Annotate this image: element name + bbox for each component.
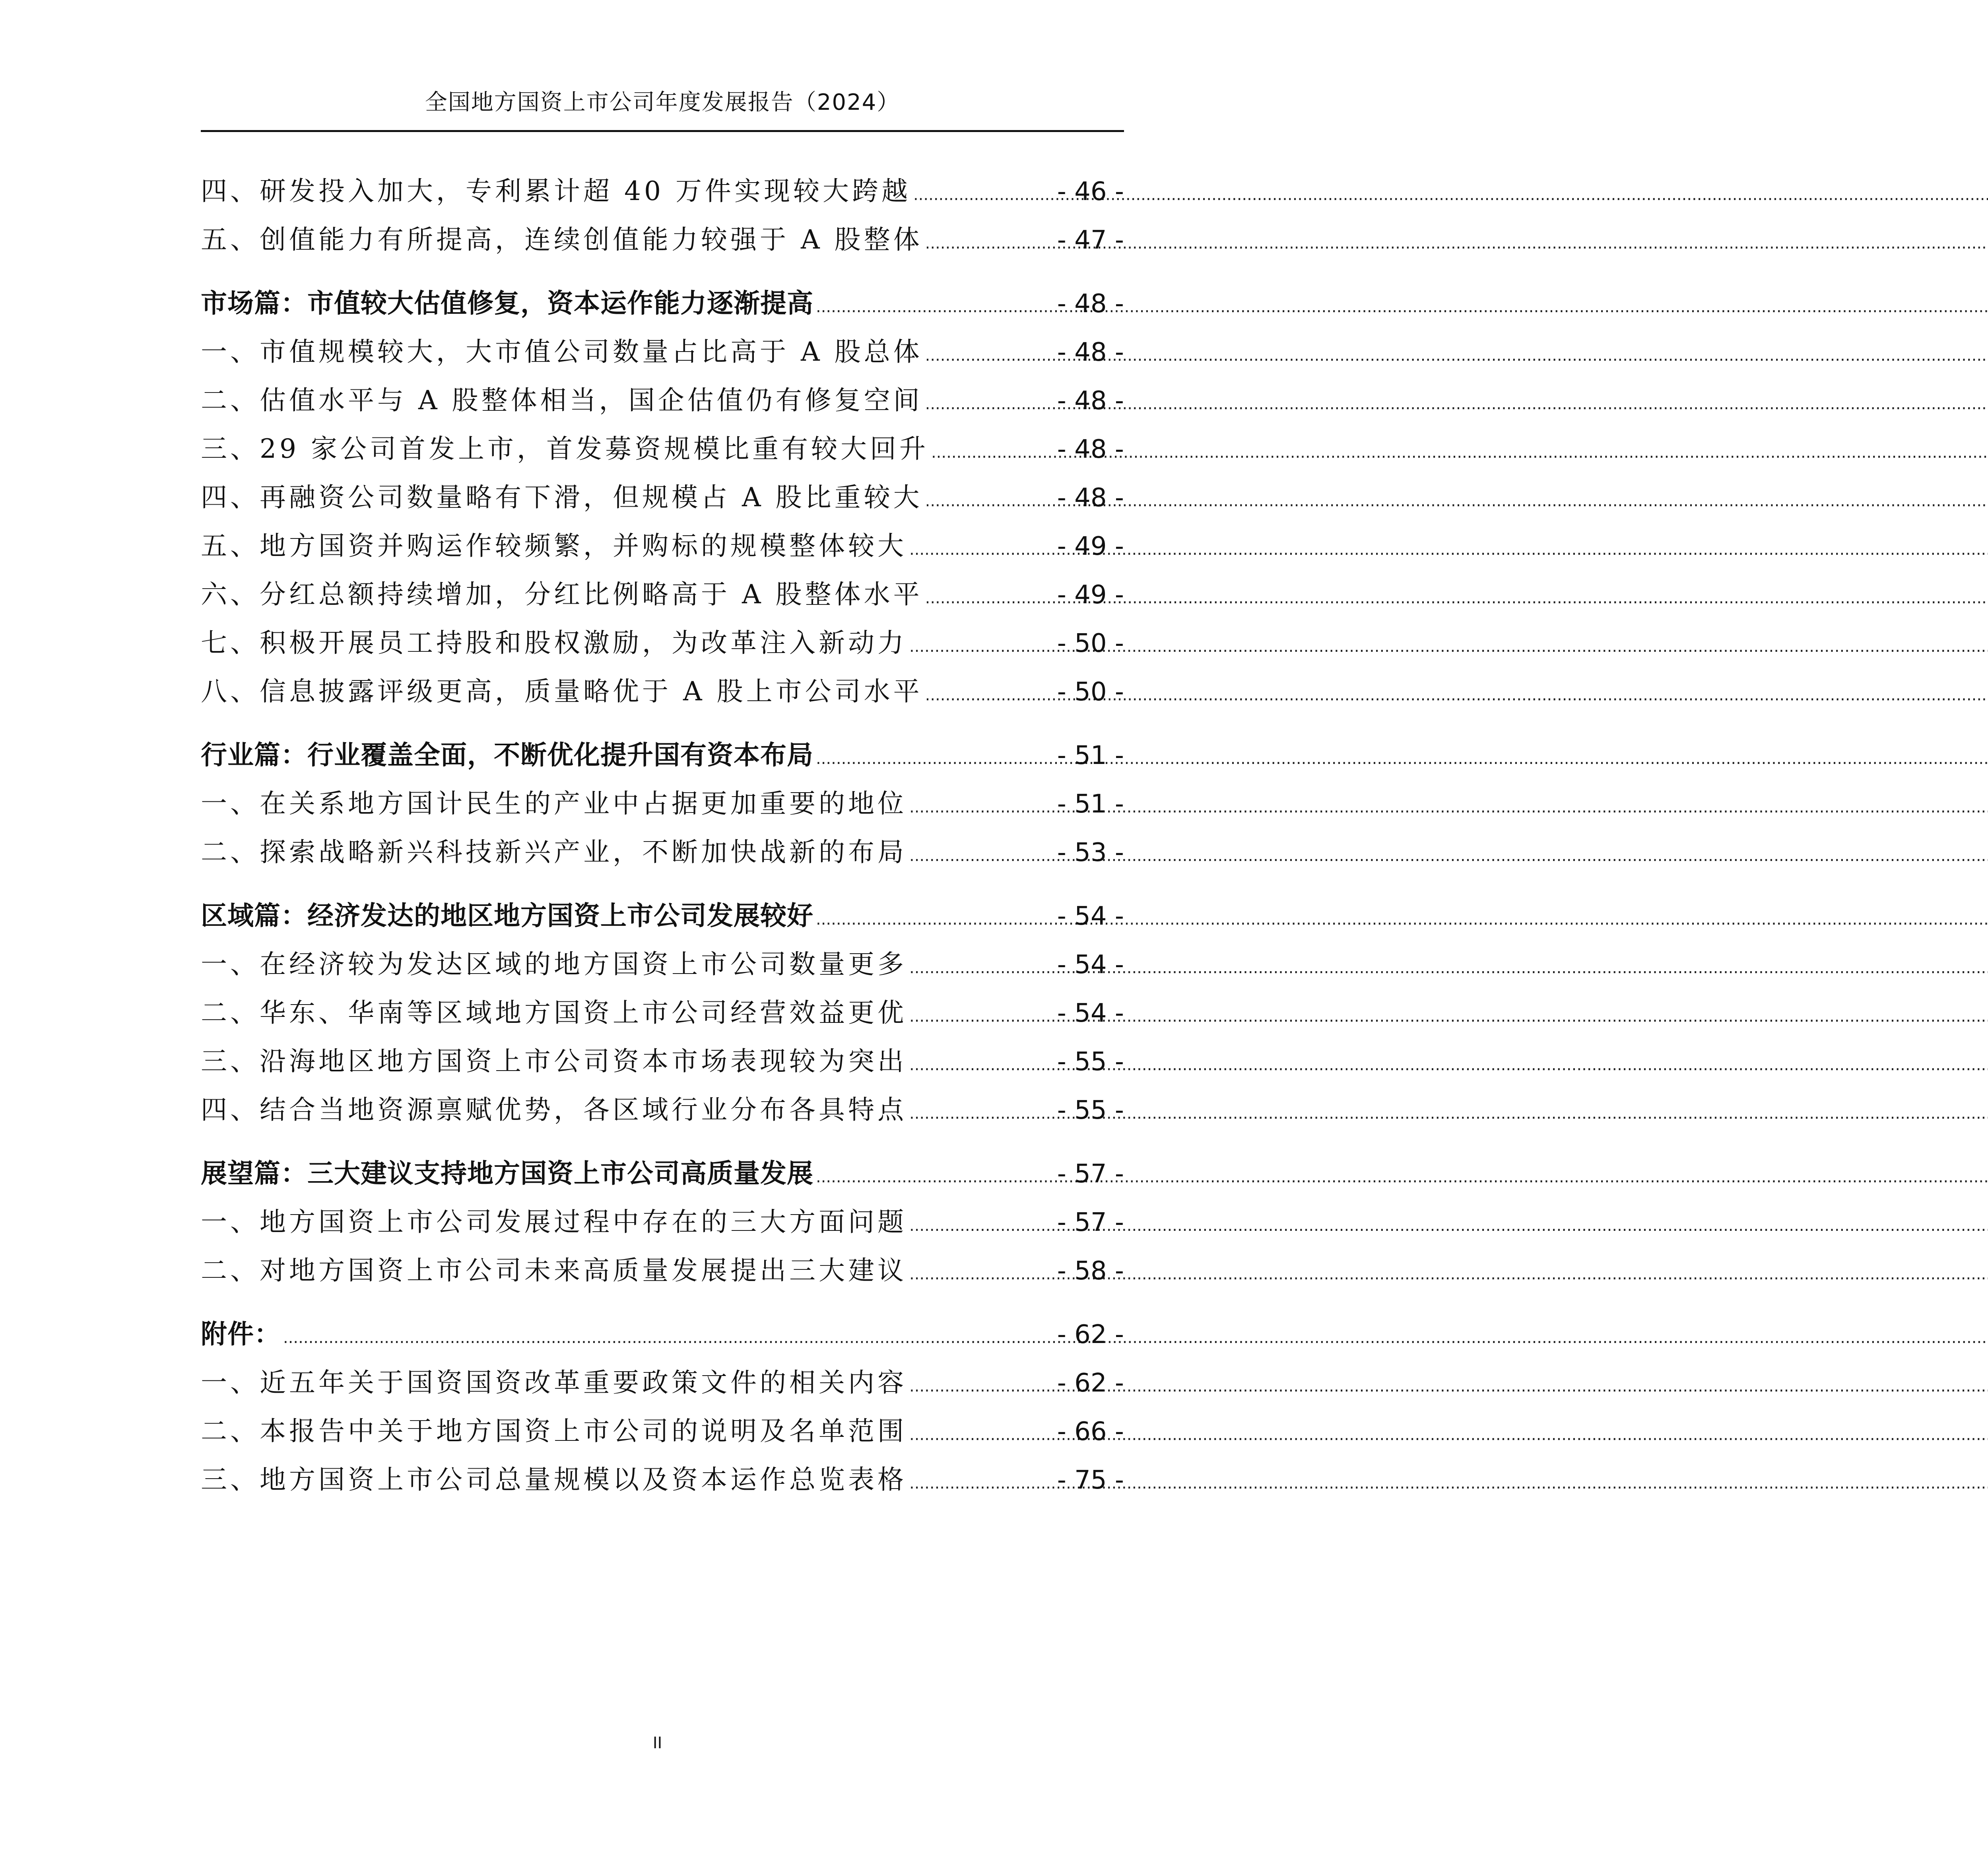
dot-leader [909, 1201, 1055, 1250]
entry-title: 三、沿海地区地方国资上市公司资本市场表现较为突出 [201, 1046, 907, 1077]
page-number: - 49 - [1057, 532, 1124, 561]
toc-entry[interactable] [201, 167, 1124, 216]
entry-title: 二、探索战略新兴科技新兴产业，不断加快战新的布局 [201, 837, 907, 867]
toc-entry[interactable] [201, 1086, 1124, 1134]
dot-leader [909, 1411, 1055, 1459]
entry-title: 二、华东、华南等区域地方国资上市公司经营效益更优 [201, 997, 907, 1028]
page-number: - 54 - [1057, 999, 1124, 1028]
entry-title: 四、结合当地资源禀赋优势，各区域行业分布各具特点 [201, 1094, 907, 1125]
dot-leader [909, 1089, 1055, 1138]
dot-leader [909, 832, 1055, 880]
dot-leader [909, 1250, 1055, 1298]
page-number: - 53 - [1057, 838, 1124, 867]
dot-leader [816, 283, 1055, 331]
dot-leader [909, 783, 1055, 832]
entry-title: 六、分红总额持续增加，分红比例略高于 A 股整体水平 [201, 579, 923, 610]
page-number: - 75 - [1057, 1465, 1124, 1495]
running-header: 全国地方国资上市公司年度发展报告（2024） [425, 89, 900, 115]
page-number: - 55 - [1057, 1047, 1124, 1077]
page-number: - 50 - [1057, 677, 1124, 707]
header-rule [201, 130, 1124, 132]
dot-leader [909, 1041, 1055, 1089]
entry-title: 一、在经济较为发达区域的地方国资上市公司数量更多 [201, 949, 907, 980]
entry-title: 七、积极开展员工持股和股权激励，为改革注入新动力 [201, 628, 907, 658]
dot-leader [909, 525, 1055, 574]
dot-leader [816, 895, 1055, 944]
toc-entry[interactable] [201, 570, 1124, 619]
toc-part-heading[interactable] [201, 892, 1124, 940]
entry-title: 一、在关系地方国计民生的产业中占据更加重要的地位 [201, 788, 907, 819]
dot-leader [816, 735, 1055, 783]
part-heading-title: 附件： [201, 1319, 281, 1349]
toc-entry[interactable] [201, 667, 1124, 716]
entry-title: 三、地方国资上市公司总量规模以及资本运作总览表格 [201, 1464, 907, 1495]
page-number: - 62 - [1057, 1368, 1124, 1398]
part-heading-title: 区域篇：经济发达的地区地方国资上市公司发展较好 [201, 900, 813, 931]
toc-entry[interactable] [201, 522, 1124, 570]
dot-leader [925, 219, 1055, 268]
page-number: - 55 - [1057, 1096, 1124, 1125]
page-number: - 66 - [1057, 1417, 1124, 1446]
toc-entry[interactable] [201, 779, 1124, 828]
toc-entry[interactable] [201, 376, 1124, 425]
entry-title: 一、地方国资上市公司发展过程中存在的三大方面问题 [201, 1207, 907, 1237]
toc-entry[interactable] [201, 940, 1124, 989]
toc-entry[interactable] [201, 828, 1124, 877]
dot-leader [909, 992, 1055, 1041]
table-of-contents [201, 167, 1124, 1504]
dot-leader [925, 574, 1055, 622]
dot-leader [925, 331, 1055, 380]
page-number: - 50 - [1057, 629, 1124, 658]
toc-entry[interactable] [201, 989, 1124, 1037]
page-number: - 54 - [1057, 950, 1124, 980]
entry-title: 八、信息披露评级更高，质量略优于 A 股上市公司水平 [201, 676, 923, 707]
dot-leader [909, 944, 1055, 992]
toc-entry[interactable] [201, 328, 1124, 376]
dot-leader [925, 671, 1055, 719]
part-heading-title: 展望篇：三大建议支持地方国资上市公司高质量发展 [201, 1158, 813, 1189]
toc-entry[interactable] [201, 1359, 1124, 1407]
part-heading-title: 市场篇：市值较大估值修复，资本运作能力逐渐提高 [201, 288, 813, 319]
page-number: - 48 - [1057, 386, 1124, 416]
dot-leader [931, 428, 1055, 477]
page-number: - 58 - [1057, 1256, 1124, 1286]
entry-title: 一、市值规模较大，大市值公司数量占比高于 A 股总体 [201, 336, 923, 367]
dot-leader [909, 1459, 1055, 1508]
page-number: - 51 - [1057, 741, 1124, 770]
page-number: - 48 - [1057, 435, 1124, 464]
entry-title: 二、本报告中关于地方国资上市公司的说明及名单范围 [201, 1416, 907, 1446]
toc-entry[interactable] [201, 619, 1124, 667]
toc-entry[interactable] [201, 1198, 1124, 1246]
dot-leader [283, 1314, 1055, 1362]
part-heading-title: 行业篇：行业覆盖全面，不断优化提升国有资本布局 [201, 740, 813, 770]
footer-page-number: II [652, 1734, 662, 1752]
page-number: - 57 - [1057, 1159, 1124, 1189]
entry-title: 三、29 家公司首发上市，首发募资规模比重有较大回升 [201, 433, 929, 464]
page-number: - 48 - [1057, 289, 1124, 319]
dot-leader [816, 1153, 1055, 1201]
toc-part-heading[interactable] [201, 731, 1124, 779]
dot-leader [913, 171, 1055, 219]
page-number: - 48 - [1057, 338, 1124, 367]
page-number: - 47 - [1057, 225, 1124, 255]
toc-entry[interactable] [201, 216, 1124, 264]
page-number: - 62 - [1057, 1320, 1124, 1349]
entry-title: 二、估值水平与 A 股整体相当，国企估值仍有修复空间 [201, 385, 923, 416]
toc-entry[interactable] [201, 1037, 1124, 1086]
toc-entry[interactable] [201, 1246, 1124, 1295]
toc-part-heading[interactable] [201, 1310, 1124, 1359]
toc-part-heading[interactable] [201, 279, 1124, 328]
toc-entry[interactable] [201, 1456, 1124, 1504]
page-number: - 54 - [1057, 902, 1124, 931]
dot-leader [909, 1362, 1055, 1411]
dot-leader [925, 477, 1055, 525]
page-number: - 49 - [1057, 580, 1124, 610]
toc-entry[interactable] [201, 425, 1124, 473]
page-number: - 57 - [1057, 1208, 1124, 1237]
entry-title: 二、对地方国资上市公司未来高质量发展提出三大建议 [201, 1255, 907, 1286]
page-number: - 46 - [1057, 177, 1124, 206]
toc-part-heading[interactable] [201, 1149, 1124, 1198]
dot-leader [925, 380, 1055, 428]
dot-leader [909, 622, 1055, 671]
page-number: - 51 - [1057, 789, 1124, 819]
toc-entry[interactable] [201, 1407, 1124, 1456]
entry-title: 五、地方国资并购运作较频繁，并购标的规模整体较大 [201, 531, 907, 561]
entry-title: 四、研发投入加大，专利累计超 40 万件实现较大跨越 [201, 176, 911, 206]
page-number: - 48 - [1057, 483, 1124, 513]
entry-title: 四、再融资公司数量略有下滑，但规模占 A 股比重较大 [201, 482, 923, 513]
entry-title: 五、创值能力有所提高，连续创值能力较强于 A 股整体 [201, 224, 923, 255]
toc-entry[interactable] [201, 473, 1124, 522]
entry-title: 一、近五年关于国资国资改革重要政策文件的相关内容 [201, 1367, 907, 1398]
